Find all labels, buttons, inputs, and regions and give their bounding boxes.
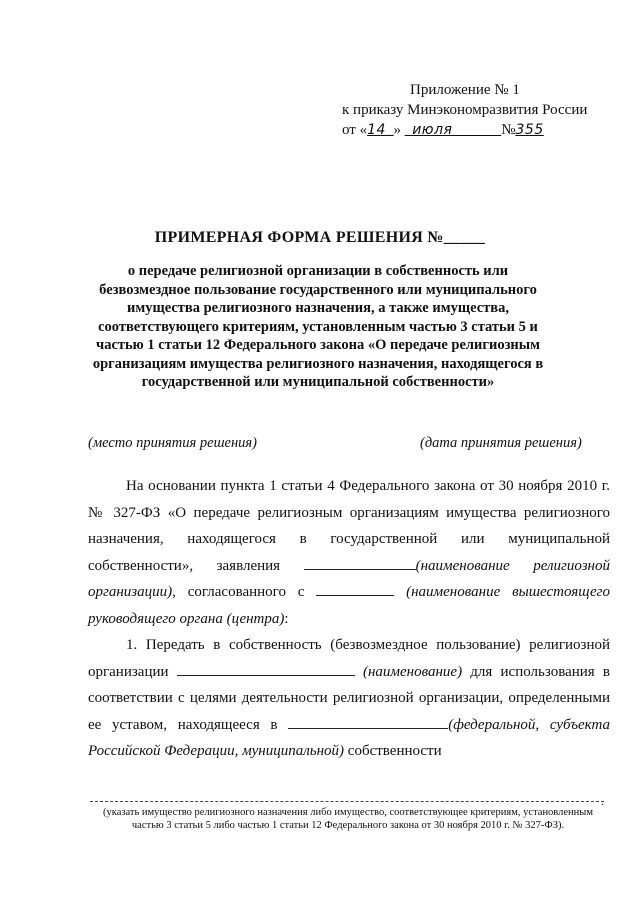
decision-place-label: (место принятия решения) [88, 435, 257, 451]
date-prefix: от « [342, 122, 368, 138]
document-title: ПРИМЕРНАЯ ФОРМА РЕШЕНИЯ №_____ [154, 229, 486, 246]
date-quote: » [393, 122, 401, 138]
handwritten-month: июля [412, 122, 453, 138]
blank-field [177, 661, 355, 676]
footnote-rule [90, 801, 604, 802]
handwritten-number: 355 [515, 122, 544, 138]
footnote-line-2: частью 3 статьи 5 либо частью 1 статьи 12 Федерального закона от 30 ноября 2010 г. № 327-ФЗ). [131, 820, 565, 831]
appendix-header [342, 80, 612, 140]
document-body [88, 473, 610, 765]
footnote-line-1: (указать имущество религиозного назначения либо имущество, соответствующее критериям, установленным [103, 807, 593, 818]
footnote-dot: . [601, 794, 604, 808]
footnote [88, 806, 608, 832]
basis-text: На основании пункта 1 статьи 4 Федерального закона от 30 ноября 2010 г. № 327-ФЗ «О передаче религиозным организациям имущества религиозного назначения, находящегося в государственной или муниципальной собственности», заявления [88, 478, 610, 574]
appendix-order-line: к приказу Минэкономразвития России [342, 102, 588, 118]
higher-body-hint: (наименование вышестоящего руководящего органа (центра) [88, 584, 610, 627]
paragraph-item-1 [88, 632, 610, 765]
paragraph-basis [88, 473, 610, 632]
appendix-title: Приложение № 1 [410, 82, 520, 98]
number-prefix: № [501, 122, 516, 138]
document-subtitle: о передаче религиозной организации в собственность или безвозмездное пользование государственного или муниципального имущества религиозного назначения, а также имущества, соответствующего критериям, установленным частью 3 статьи 5 и частью 1 статьи 12 Федерального закона «О передаче религиозным организациям имущества религиозного назначения, находящегося в государственной или муниципальной собственности» [92, 263, 544, 390]
ownership-type-hint: (федеральной, субъекта Российской Федерации, муниципальной) [88, 716, 610, 759]
blank-field [316, 581, 394, 596]
blank-field [288, 714, 448, 729]
religious-org-name-hint: (наименование религиозной организации) [88, 557, 611, 600]
colon: : [284, 610, 289, 627]
agreed-text: , согласованного с [172, 584, 317, 600]
handwritten-day: 14 [367, 122, 386, 138]
blank-field [304, 555, 416, 570]
name-hint: (наименование) [354, 663, 463, 680]
decision-date-label: (дата принятия решения) [420, 435, 582, 451]
item1-purpose-text: для использования в соответствии с целями деятельности религиозной организации, определенными ее уставом, находящееся в [88, 663, 610, 733]
item1-text: 1. Передать в собственность (безвозмездное пользование) религиозной организации [88, 637, 610, 680]
appendix-date-line: от «14_» июля №355 [342, 122, 544, 138]
ownership-word: собственности [344, 743, 442, 759]
